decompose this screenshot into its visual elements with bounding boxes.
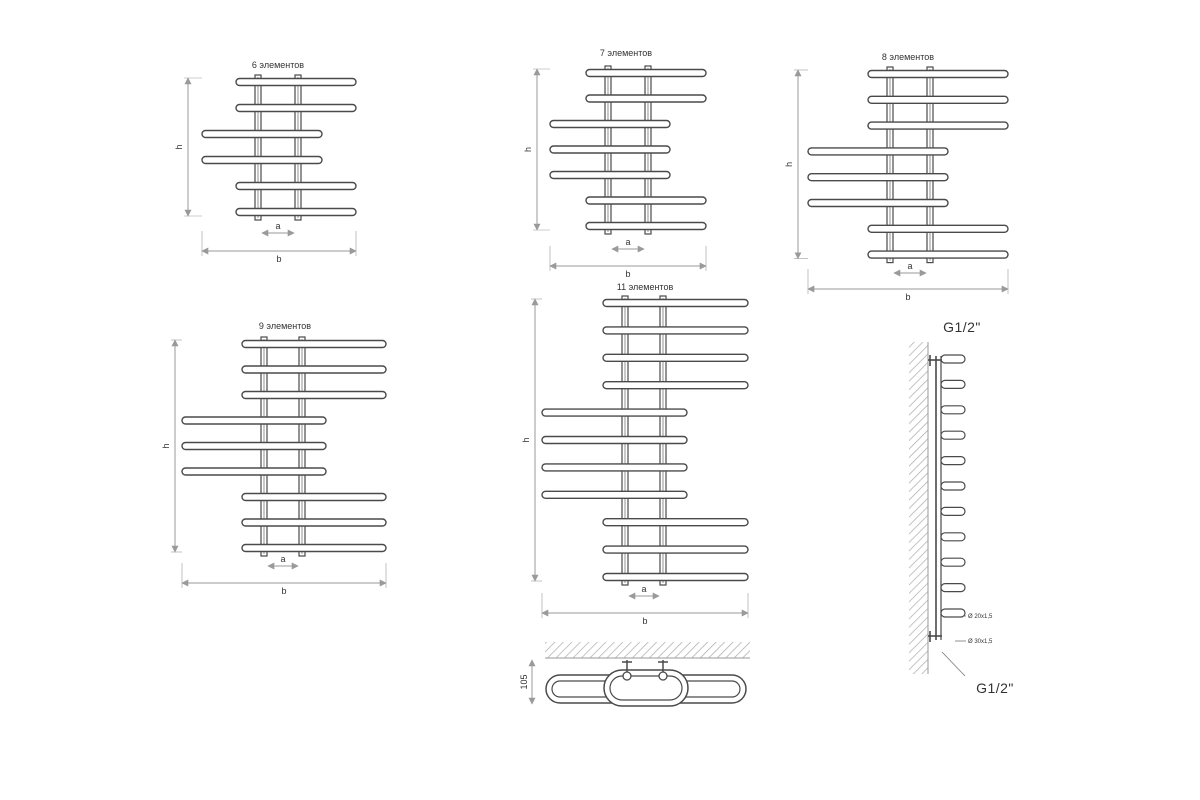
heating-bar xyxy=(242,341,386,348)
depth-label: 105 xyxy=(519,674,529,690)
heating-bar xyxy=(603,300,748,307)
heating-bar xyxy=(603,382,748,389)
heating-bar xyxy=(242,494,386,501)
connection-bottom-leader xyxy=(942,652,965,676)
width-label: b xyxy=(625,269,631,279)
heating-bar xyxy=(603,519,748,526)
heating-bar xyxy=(236,79,356,86)
heating-bar xyxy=(808,148,948,155)
side-element xyxy=(941,609,965,617)
side-element xyxy=(941,457,965,465)
radiator-title: 11 элементов xyxy=(616,282,674,292)
heating-bar xyxy=(542,464,687,471)
heating-bar xyxy=(586,95,706,102)
heating-bar xyxy=(242,392,386,399)
heating-bar xyxy=(603,327,748,334)
side-element xyxy=(941,431,965,439)
side-element xyxy=(941,355,965,363)
heating-bar xyxy=(182,443,326,450)
heating-bar xyxy=(586,197,706,204)
height-label: h xyxy=(174,144,184,150)
side-element xyxy=(941,380,965,388)
radiator-8-elements xyxy=(784,52,1008,302)
axis-distance-label: a xyxy=(625,237,631,247)
radiator-11-elements xyxy=(521,282,748,626)
heating-bar xyxy=(603,546,748,553)
heating-bar xyxy=(586,70,706,77)
radiator-title: 8 элементов xyxy=(881,52,935,62)
heating-bar xyxy=(603,574,748,581)
heating-bar xyxy=(242,519,386,526)
height-label: h xyxy=(521,437,531,443)
heating-bar xyxy=(236,183,356,190)
top-view-drawing xyxy=(519,642,750,706)
width-label: b xyxy=(905,292,911,302)
heating-bar xyxy=(868,225,1008,232)
tube-large-label: Ø 30x1,5 xyxy=(968,639,993,645)
side-element xyxy=(941,482,965,490)
heating-bar xyxy=(603,354,748,361)
width-label: b xyxy=(281,586,287,596)
connector-left xyxy=(623,672,631,680)
radiator-title: 7 элементов xyxy=(599,48,653,58)
heating-bar xyxy=(542,437,687,444)
heating-bar xyxy=(542,409,687,416)
radiator-title: 9 элементов xyxy=(258,321,312,331)
heating-bar xyxy=(182,417,326,424)
heating-bar xyxy=(236,105,356,112)
heating-bar xyxy=(586,223,706,230)
heating-bar xyxy=(808,174,948,181)
axis-distance-label: a xyxy=(907,261,913,271)
side-element xyxy=(941,558,965,566)
axis-distance-label: a xyxy=(641,584,647,594)
radiator-6-elements xyxy=(174,60,356,264)
side-view-drawing xyxy=(909,319,1014,696)
axis-distance-label: a xyxy=(280,554,286,564)
side-element xyxy=(941,584,965,592)
side-element xyxy=(941,533,965,541)
width-label: b xyxy=(276,254,282,264)
heating-bar xyxy=(868,122,1008,129)
heating-bar xyxy=(182,468,326,475)
heating-bar xyxy=(868,71,1008,78)
heating-bar xyxy=(202,157,322,164)
wall-hatch xyxy=(909,342,928,674)
side-element xyxy=(941,507,965,515)
connection-bottom-label: G1/2" xyxy=(976,680,1014,696)
heating-bar xyxy=(242,366,386,373)
radiator-9-elements xyxy=(161,321,386,596)
width-label: b xyxy=(642,616,648,626)
height-label: h xyxy=(523,146,533,153)
heating-bar xyxy=(550,172,670,179)
radiator-7-elements xyxy=(523,48,706,279)
axis-distance-label: a xyxy=(275,221,281,231)
heating-bar xyxy=(202,131,322,138)
connector-right xyxy=(659,672,667,680)
connection-top-label: G1/2" xyxy=(943,319,981,335)
heating-bar xyxy=(236,209,356,216)
height-label: h xyxy=(784,161,794,167)
heating-bar xyxy=(868,251,1008,258)
height-label: h xyxy=(161,443,171,449)
tube-small-label: Ø 20x1,5 xyxy=(968,614,993,620)
heating-bar xyxy=(808,200,948,207)
heating-bar xyxy=(868,96,1008,103)
heating-bar xyxy=(550,146,670,153)
heating-bar xyxy=(242,545,386,552)
radiator-title: 6 элементов xyxy=(251,60,305,70)
wall-hatch xyxy=(545,642,750,658)
heating-bar xyxy=(550,121,670,128)
side-element xyxy=(941,406,965,414)
heating-bar xyxy=(542,491,687,498)
